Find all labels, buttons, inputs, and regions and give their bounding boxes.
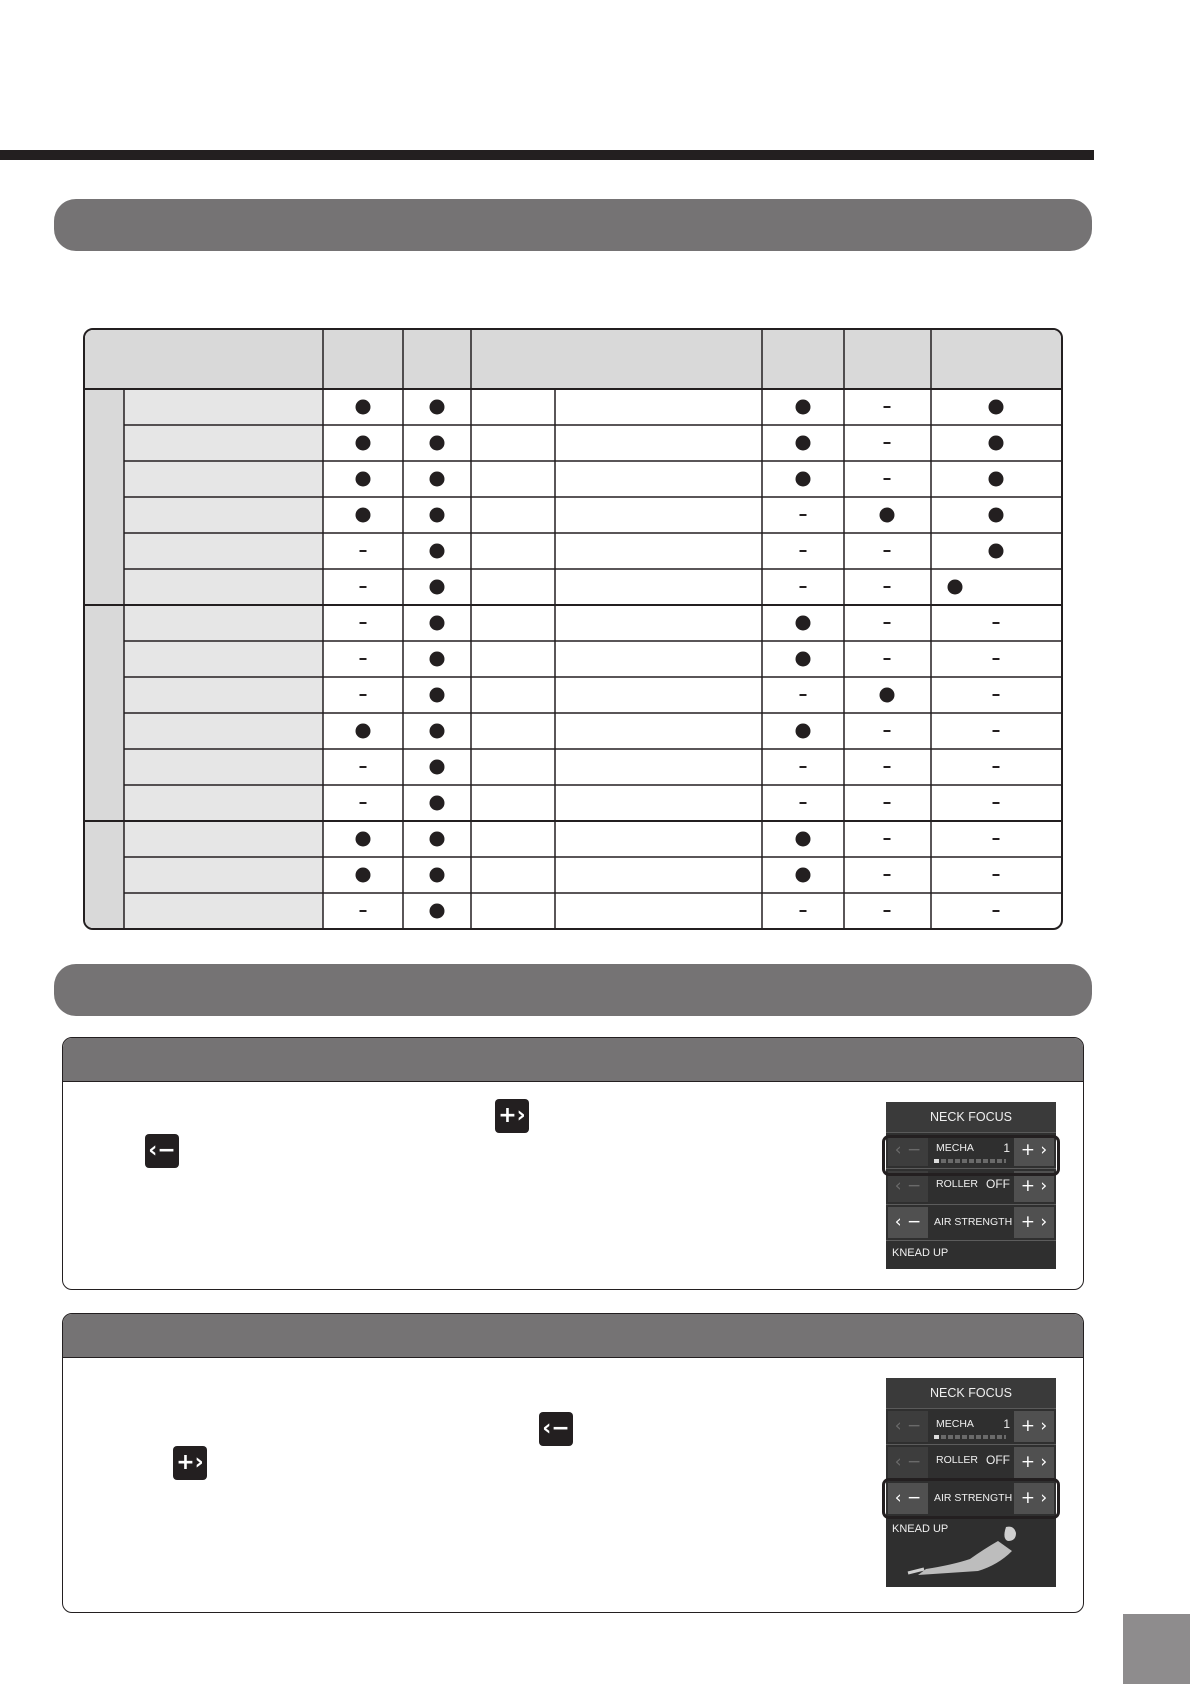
not-available-dash-mark — [360, 658, 367, 660]
mecha-minus-button[interactable]: ‹ − — [888, 1411, 928, 1442]
table-grid — [85, 330, 1063, 930]
mecha-level-bar — [934, 1435, 1006, 1439]
not-available-dash-mark — [800, 802, 807, 804]
row-label-inner-fill — [124, 389, 323, 929]
not-available-dash-mark — [360, 622, 367, 624]
roller-row — [886, 1445, 1056, 1481]
roller-label: ROLLER — [936, 1178, 979, 1190]
available-dot-mark — [796, 616, 811, 631]
available-dot-mark — [430, 688, 445, 703]
not-available-dash-mark — [360, 586, 367, 588]
not-available-dash-mark — [884, 910, 891, 912]
available-dot-mark — [948, 580, 963, 595]
knead-area — [886, 1517, 1056, 1587]
available-dot-mark — [430, 760, 445, 775]
roller-minus-button[interactable]: ‹ − — [888, 1171, 928, 1202]
roller-label: ROLLER — [936, 1454, 979, 1466]
roller-plus-button[interactable]: + › — [1014, 1171, 1054, 1202]
panel-adjust-mecha — [62, 1037, 1084, 1290]
available-dot-mark — [356, 868, 371, 883]
panel-heading — [63, 1314, 1083, 1358]
reclined-body-illustration — [894, 1521, 1044, 1575]
not-available-dash-mark — [993, 802, 1000, 804]
not-available-dash-mark — [360, 766, 367, 768]
available-dot-mark — [989, 436, 1004, 451]
mecha-label: MECHA — [936, 1142, 974, 1154]
not-available-dash-mark — [360, 802, 367, 804]
mecha-row — [886, 1409, 1056, 1445]
not-available-dash-mark — [993, 622, 1000, 624]
not-available-dash-mark — [800, 694, 807, 696]
screen-title: NECK FOCUS — [886, 1378, 1056, 1409]
available-dot-mark — [430, 868, 445, 883]
mecha-label: MECHA — [936, 1418, 974, 1430]
not-available-dash-mark — [884, 406, 891, 408]
available-dot-mark — [796, 400, 811, 415]
air-strength-label: AIR STRENGTH — [934, 1216, 1013, 1228]
page-tab — [1123, 1614, 1190, 1684]
air-strength-label: AIR STRENGTH — [934, 1492, 1013, 1504]
not-available-dash-mark — [884, 838, 891, 840]
remote-screen-1 — [886, 1102, 1056, 1269]
not-available-dash-mark — [993, 730, 1000, 732]
mecha-value: 1 — [1003, 1141, 1010, 1155]
not-available-dash-mark — [800, 550, 807, 552]
left-minus-key-icon: ‹− — [145, 1134, 179, 1168]
not-available-dash-mark — [884, 442, 891, 444]
available-dot-mark — [356, 436, 371, 451]
available-dot-mark — [430, 724, 445, 739]
available-dot-mark — [796, 652, 811, 667]
left-minus-key-icon: ‹− — [539, 1412, 573, 1446]
available-dot-mark — [430, 904, 445, 919]
available-dot-mark — [430, 832, 445, 847]
not-available-dash-mark — [884, 658, 891, 660]
mecha-plus-button[interactable]: + › — [1014, 1411, 1054, 1442]
air-plus-button[interactable]: + › — [1014, 1483, 1054, 1514]
not-available-dash-mark — [800, 766, 807, 768]
available-dot-mark — [880, 688, 895, 703]
available-dot-mark — [430, 436, 445, 451]
available-dot-mark — [356, 400, 371, 415]
plus-right-key-icon: +› — [173, 1446, 207, 1480]
mecha-value: 1 — [1003, 1417, 1010, 1431]
mecha-plus-button[interactable]: + › — [1014, 1135, 1054, 1166]
available-dot-mark — [430, 472, 445, 487]
available-dot-mark — [796, 832, 811, 847]
not-available-dash-mark — [993, 910, 1000, 912]
not-available-dash-mark — [884, 730, 891, 732]
not-available-dash-mark — [884, 478, 891, 480]
not-available-dash-mark — [884, 550, 891, 552]
not-available-dash-mark — [884, 874, 891, 876]
plus-right-key-icon: +› — [495, 1099, 529, 1133]
table-header-fill — [85, 330, 1061, 389]
available-dot-mark — [796, 868, 811, 883]
available-dot-mark — [356, 508, 371, 523]
air-minus-button[interactable]: ‹ − — [888, 1483, 928, 1514]
available-dot-mark — [989, 544, 1004, 559]
screen-title: NECK FOCUS — [886, 1102, 1056, 1133]
not-available-dash-mark — [993, 694, 1000, 696]
available-dot-mark — [430, 400, 445, 415]
available-dot-mark — [356, 832, 371, 847]
not-available-dash-mark — [800, 910, 807, 912]
roller-plus-button[interactable]: + › — [1014, 1447, 1054, 1478]
not-available-dash-mark — [884, 622, 891, 624]
mecha-minus-button[interactable]: ‹ − — [888, 1135, 928, 1166]
not-available-dash-mark — [800, 514, 807, 516]
panel-heading — [63, 1038, 1083, 1082]
roller-value: OFF — [986, 1177, 1010, 1191]
section-heading-bar-2 — [54, 964, 1092, 1016]
available-dot-mark — [796, 436, 811, 451]
available-dot-mark — [356, 724, 371, 739]
not-available-dash-mark — [884, 586, 891, 588]
section-heading-bar-1 — [54, 199, 1092, 251]
available-dot-mark — [796, 472, 811, 487]
air-minus-button[interactable]: ‹ − — [888, 1207, 928, 1238]
not-available-dash-mark — [884, 766, 891, 768]
not-available-dash-mark — [993, 766, 1000, 768]
available-dot-mark — [989, 508, 1004, 523]
not-available-dash-mark — [884, 802, 891, 804]
available-dot-mark — [430, 616, 445, 631]
available-dot-mark — [430, 796, 445, 811]
knead-label: KNEAD UP — [892, 1247, 949, 1259]
function-table — [83, 328, 1063, 930]
available-dot-mark — [796, 724, 811, 739]
available-dot-mark — [989, 400, 1004, 415]
not-available-dash-mark — [360, 910, 367, 912]
header-rule — [0, 150, 1094, 160]
not-available-dash-mark — [800, 586, 807, 588]
not-available-dash-mark — [993, 838, 1000, 840]
knead-area — [886, 1241, 1056, 1269]
knead-label: KNEAD UP — [892, 1523, 949, 1535]
roller-value: OFF — [986, 1453, 1010, 1467]
not-available-dash-mark — [993, 658, 1000, 660]
not-available-dash-mark — [993, 874, 1000, 876]
available-dot-mark — [430, 508, 445, 523]
available-dot-mark — [356, 472, 371, 487]
selection-highlight — [882, 1478, 1060, 1519]
roller-minus-button[interactable]: ‹ − — [888, 1447, 928, 1478]
available-dot-mark — [989, 472, 1004, 487]
not-available-dash-mark — [360, 694, 367, 696]
air-strength-row — [886, 1205, 1056, 1241]
available-dot-mark — [880, 508, 895, 523]
available-dot-mark — [430, 580, 445, 595]
not-available-dash-mark — [360, 550, 367, 552]
selection-highlight — [882, 1135, 1060, 1176]
available-dot-mark — [430, 652, 445, 667]
air-plus-button[interactable]: + › — [1014, 1207, 1054, 1238]
available-dot-mark — [430, 544, 445, 559]
panel-adjust-air — [62, 1313, 1084, 1613]
